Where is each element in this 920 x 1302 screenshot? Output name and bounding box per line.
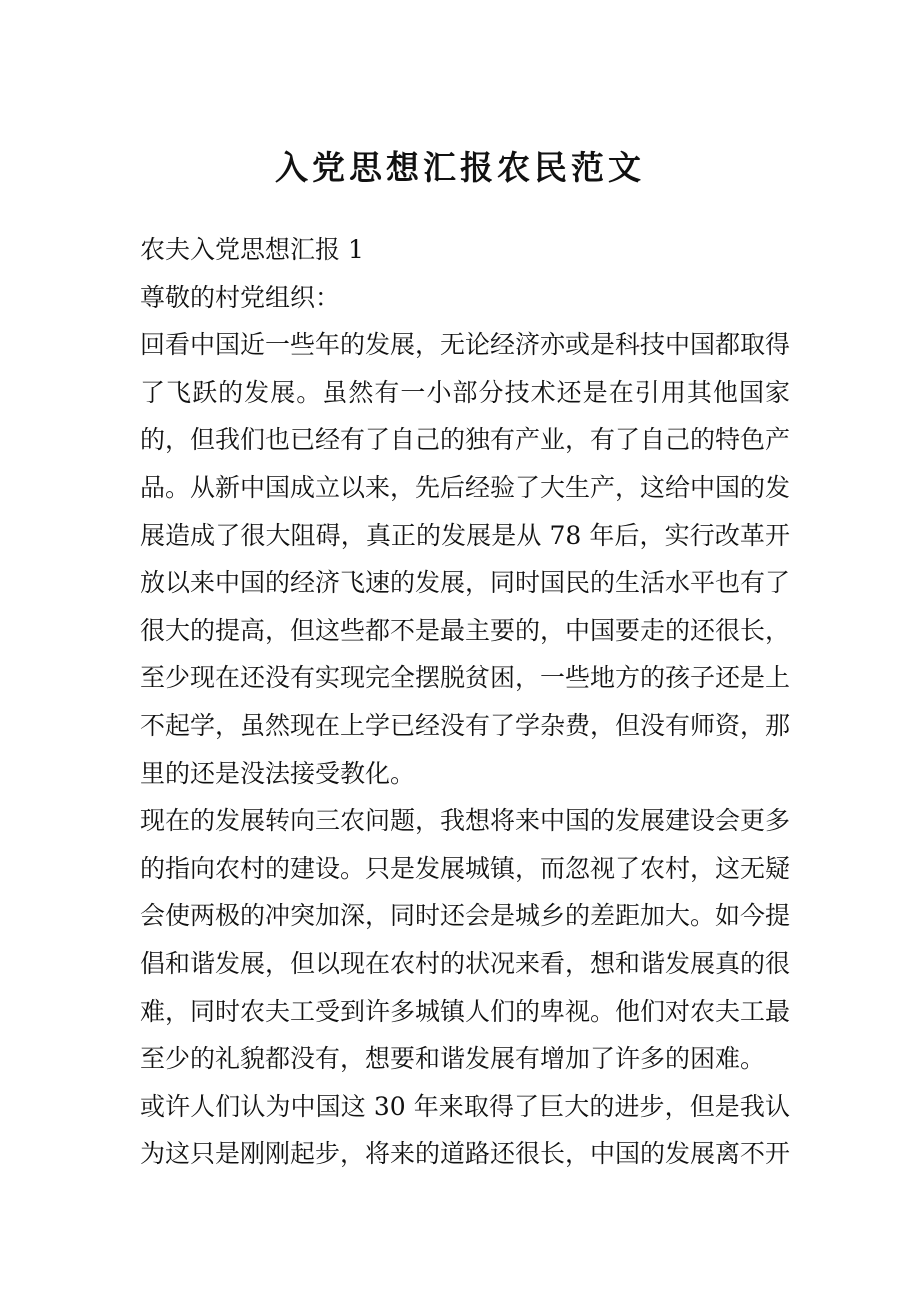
paragraph: 回看中国近一些年的发展，无论经济亦或是科技中国都取得了飞跃的发展。虽然有一小部分技术还是在引用其他国家的，但我们也已经有了自己的独有产业，有了自己的特色产品。从新中国成立以来，先后经验了大生产，这给中国的发展造成了很大阻碍，真正的发展是从 78 年后，实行改革开放以来中国的经济飞速的发展，同时国民的生活水平也有了很大的提高，但这些都不是最主要的，中国要走的还很长，至少现在还没有实现完全摆脱贫困，一些地方的孩子还是上不起学，虽然现在上学已经没有了学杂费，但没有师资，那里的还是没法接受教化。 [140,330,791,788]
subtitle: 农夫入党思想汇报 1 [140,235,364,264]
salutation: 尊敬的村党组织： [140,282,341,312]
paragraph: 现在的发展转向三农问题，我想将来中国的发展建设会更多的指向农村的建设。只是发展城镇，而忽视了农村，这无疑会使两极的冲突加深，同时还会是城乡的差距加大。如今提倡和谐发展，但以现在农村的状况来看，想和谐发展真的很难，同时农夫工受到许多城镇人们的卑视。他们对农夫工最至少的礼貌都没有，想要和谐发展有增加了许多的困难。 [140,806,791,1074]
paragraph: 或许人们认为中国这 30 年来取得了巨大的进步，但是我认为这只是刚刚起步，将来的道路还很长，中国的发展离不开 [140,1091,791,1169]
document-body [140,226,790,1178]
document-title: 入党思想汇报农民范文 [275,148,645,187]
